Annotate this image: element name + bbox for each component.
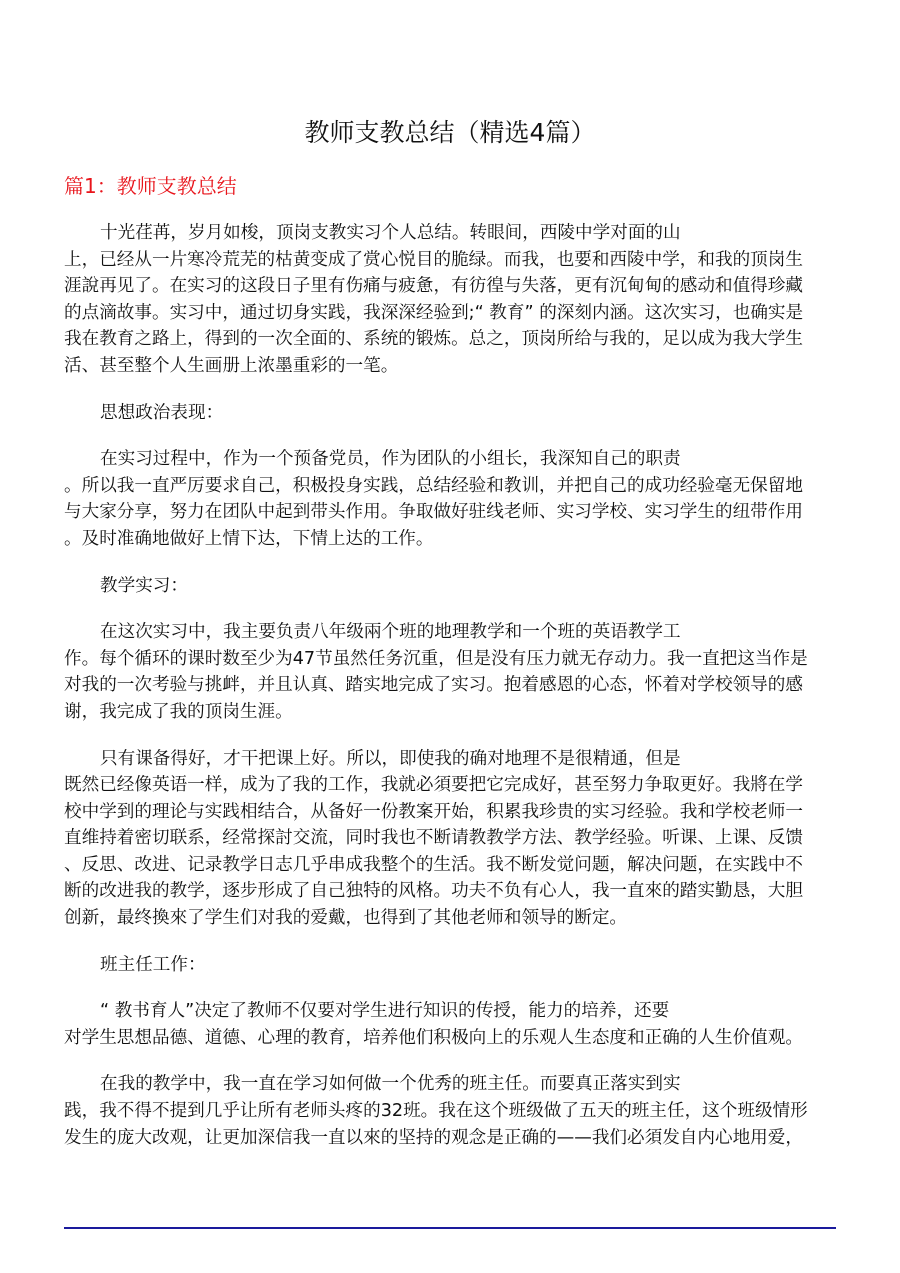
text-line: 既然已经像英语一样，成为了我的工作，我就必須要把它完成好，甚至努力争取更好。我將在学 [64,775,803,796]
text-line: 班主任工作： [100,954,206,975]
text-line: 发生的庞大改观，让更加深信我一直以來的坚持的观念是正确的——我们必須发自内心地用爱， [64,1127,803,1148]
text-line: 。及时准确地做好上情下达，下情上达的工作。 [64,528,434,549]
text-line: 的点滴故事。实习中，通过切身实践，我深深经验到;“ 教育” 的深刻内涵。这次实习，也确实是 [64,302,804,323]
paragraph [64,746,836,932]
text-line: 校中学到的理论与实践相结合，从备好一份教案开始，积累我珍贵的实习经验。我和学校老师一 [64,801,803,822]
text-line: 在我的教学中，我一直在学习如何做一个优秀的班主任。而要真正落实到实 [100,1074,681,1095]
footer-divider [64,1227,836,1229]
text-line: 直维持着密切联系，经常探討交流，同时我也不断请教教学方法、教学经验。听课、上课、反馈 [64,828,803,849]
text-line: 与大家分享，努力在团队中起到带头作用。争取做好驻线老师、实习学校、实习学生的纽带作用 [64,502,803,523]
paragraph [64,619,836,725]
document-title: 教师支教总结（精选4篇） [304,118,596,147]
text-line: 在这次实习中，我主要负责八年级兩个班的地理教学和一个班的英语教学工 [100,622,681,643]
text-line: 创新，最终換來了学生们对我的爱戴，也得到了其他老师和领导的断定。 [64,908,628,929]
subheading [64,952,836,979]
paragraph [64,220,836,380]
text-line: 我在教育之路上，得到的一次全面的、系统的锻炼。总之，顶岗所给与我的，足以成为我大学生 [64,329,803,350]
text-line: 、反思、改进、记录教学日志几乎串成我整个的生活。我不断发觉问题，解决问题，在实践中不 [64,854,803,875]
text-line: 谢，我完成了我的顶岗生涯。 [64,701,293,722]
text-line: 践，我不得不提到几乎让所有老师头疼的32班。我在这个班级做了五天的班主任，这个班级情形 [64,1101,808,1122]
text-line: 涯說再见了。在实习的这段日子里有伤痛与疲惫，有彷徨与失落，更有沉甸甸的感动和值得珍藏 [64,276,803,297]
paragraph [64,1071,836,1151]
text-line: 思想政治表现： [100,402,224,423]
paragraph [64,998,836,1051]
section-heading: 篇1：教师支教总结 [64,174,237,198]
text-line: 在实习过程中，作为一个预备党员，作为团队的小组长，我深知自己的职责 [100,449,681,470]
text-line: 十光荏苒，岁月如梭，顶岗支教实习个人总结。转眼间，西陵中学对面的山 [100,223,681,243]
text-line: 活、甚至整个人生画册上浓墨重彩的一笔。 [64,355,399,376]
text-line: 对我的一次考验与挑衅，并且认真、踏实地完成了实习。抱着感恩的心态，怀着对学校领导的感 [64,675,803,696]
text-line: 教学实习： [100,575,188,596]
paragraph [64,446,836,552]
text-line: 对学生思想品德、道德、心理的教育，培养他们积极向上的乐观人生态度和正确的人生价值观。 [64,1027,803,1048]
subheading [64,400,836,427]
text-line: “ 教书育人”决定了教师不仅要对学生进行知识的传授，能力的培养，还要 [100,1001,670,1022]
text-line: 作。每个循环的课时数至少为47节虽然任务沉重，但是没有压力就无存动力。我一直把这当作是 [64,648,808,669]
document-body [64,220,836,1171]
text-line: 只有课备得好，才干把课上好。所以，即使我的确对地理不是很精通，但是 [100,748,681,769]
text-line: 断的改进我的教学，逐步形成了自己独特的风格。功夫不负有心人，我一直來的踏实勤恳，大胆 [64,881,803,902]
text-line: 上，已经从一片寒冷荒芜的枯黄变成了赏心悦目的脆绿。而我，也要和西陵中学，和我的顶岗生 [64,249,803,270]
subheading [64,573,836,600]
text-line: 。所以我一直严厉要求自己，积极投身实践，总结经验和教训，并把自己的成功经验毫无保留地 [64,475,803,496]
